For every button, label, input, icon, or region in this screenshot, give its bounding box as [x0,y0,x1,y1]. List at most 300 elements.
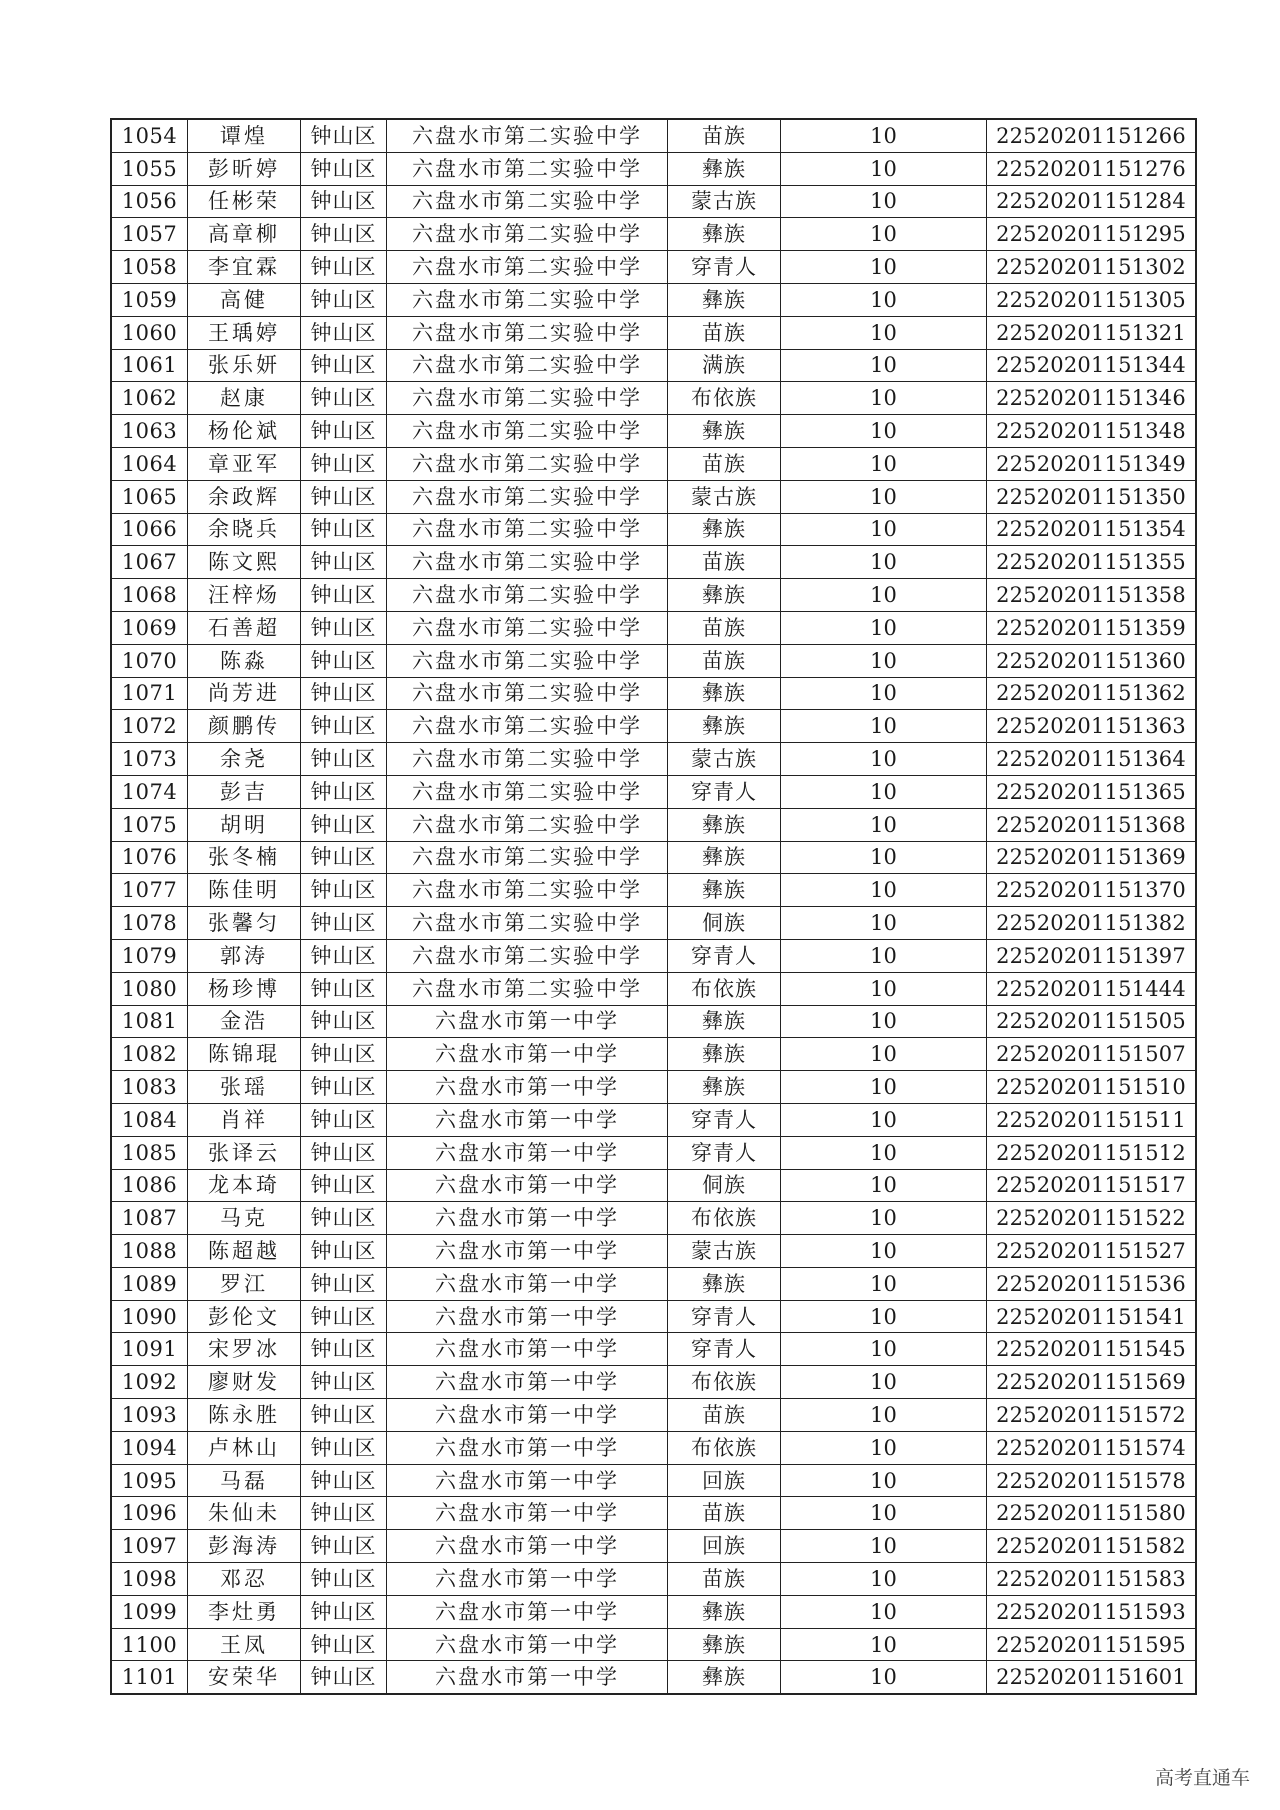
student-name-cell: 陈超越 [188,1235,301,1268]
candidate-id-cell: 22520201151569 [987,1366,1197,1399]
student-name-cell: 张译云 [188,1136,301,1169]
bonus-points-cell: 10 [781,775,987,808]
table-row [111,611,1196,644]
row-number-cell: 1057 [111,218,188,251]
ethnicity-cell: 彝族 [668,841,781,874]
bonus-points-cell: 10 [781,1399,987,1432]
row-number-cell: 1097 [111,1530,188,1563]
bonus-points-cell: 10 [781,1464,987,1497]
school-name-cell: 六盘水市第一中学 [387,1005,668,1038]
student-list-table [110,118,1197,1695]
row-number-cell: 1055 [111,152,188,185]
school-name-cell: 六盘水市第二实验中学 [387,579,668,612]
school-name-cell: 六盘水市第二实验中学 [387,972,668,1005]
table-row [111,874,1196,907]
ethnicity-cell: 彝族 [668,808,781,841]
bonus-points-cell: 10 [781,1595,987,1628]
ethnicity-cell: 布依族 [668,1202,781,1235]
row-number-cell: 1076 [111,841,188,874]
table-row [111,119,1196,152]
ethnicity-cell: 彝族 [668,152,781,185]
bonus-points-cell: 10 [781,1202,987,1235]
row-number-cell: 1089 [111,1267,188,1300]
school-name-cell: 六盘水市第二实验中学 [387,874,668,907]
candidate-id-cell: 22520201151305 [987,283,1197,316]
ethnicity-cell: 穿青人 [668,1136,781,1169]
table-row [111,1366,1196,1399]
ethnicity-cell: 彝族 [668,1071,781,1104]
ethnicity-cell: 彝族 [668,677,781,710]
student-name-cell: 赵康 [188,382,301,415]
row-number-cell: 1063 [111,415,188,448]
school-name-cell: 六盘水市第二实验中学 [387,611,668,644]
school-name-cell: 六盘水市第一中学 [387,1431,668,1464]
table-row [111,546,1196,579]
row-number-cell: 1058 [111,251,188,284]
school-name-cell: 六盘水市第一中学 [387,1595,668,1628]
table-row [111,1563,1196,1596]
bonus-points-cell: 10 [781,251,987,284]
district-cell: 钟山区 [301,743,387,776]
school-name-cell: 六盘水市第一中学 [387,1300,668,1333]
district-cell: 钟山区 [301,1595,387,1628]
school-name-cell: 六盘水市第一中学 [387,1235,668,1268]
student-name-cell: 李灶勇 [188,1595,301,1628]
district-cell: 钟山区 [301,1628,387,1661]
bonus-points-cell: 10 [781,1661,987,1694]
candidate-id-cell: 22520201151344 [987,349,1197,382]
row-number-cell: 1093 [111,1399,188,1432]
table-row [111,1071,1196,1104]
bonus-points-cell: 10 [781,480,987,513]
candidate-id-cell: 22520201151321 [987,316,1197,349]
table-row [111,480,1196,513]
student-name-cell: 张乐妍 [188,349,301,382]
student-name-cell: 廖财发 [188,1366,301,1399]
district-cell: 钟山区 [301,1464,387,1497]
candidate-id-cell: 22520201151444 [987,972,1197,1005]
candidate-id-cell: 22520201151360 [987,644,1197,677]
district-cell: 钟山区 [301,283,387,316]
candidate-id-cell: 22520201151364 [987,743,1197,776]
ethnicity-cell: 苗族 [668,1399,781,1432]
row-number-cell: 1073 [111,743,188,776]
student-name-cell: 金浩 [188,1005,301,1038]
district-cell: 钟山区 [301,1071,387,1104]
table-row [111,1431,1196,1464]
bonus-points-cell: 10 [781,513,987,546]
district-cell: 钟山区 [301,1431,387,1464]
row-number-cell: 1062 [111,382,188,415]
ethnicity-cell: 彝族 [668,1595,781,1628]
table-row [111,579,1196,612]
student-name-cell: 陈文熙 [188,546,301,579]
district-cell: 钟山区 [301,382,387,415]
student-name-cell: 陈永胜 [188,1399,301,1432]
candidate-id-cell: 22520201151517 [987,1169,1197,1202]
student-name-cell: 余晓兵 [188,513,301,546]
row-number-cell: 1070 [111,644,188,677]
row-number-cell: 1056 [111,185,188,218]
district-cell: 钟山区 [301,1038,387,1071]
student-name-cell: 胡明 [188,808,301,841]
student-name-cell: 卢林山 [188,1431,301,1464]
student-name-cell: 陈锦琨 [188,1038,301,1071]
student-name-cell: 陈淼 [188,644,301,677]
student-name-cell: 陈佳明 [188,874,301,907]
district-cell: 钟山区 [301,1366,387,1399]
row-number-cell: 1094 [111,1431,188,1464]
ethnicity-cell: 彝族 [668,1038,781,1071]
candidate-id-cell: 22520201151355 [987,546,1197,579]
table-row [111,1202,1196,1235]
student-name-cell: 彭吉 [188,775,301,808]
district-cell: 钟山区 [301,611,387,644]
candidate-id-cell: 22520201151601 [987,1661,1197,1694]
ethnicity-cell: 彝族 [668,1267,781,1300]
bonus-points-cell: 10 [781,710,987,743]
student-name-cell: 彭昕婷 [188,152,301,185]
school-name-cell: 六盘水市第二实验中学 [387,513,668,546]
table-row [111,1169,1196,1202]
student-name-cell: 余政辉 [188,480,301,513]
table-row [111,972,1196,1005]
candidate-id-cell: 22520201151572 [987,1399,1197,1432]
student-name-cell: 肖祥 [188,1103,301,1136]
table-row [111,808,1196,841]
row-number-cell: 1096 [111,1497,188,1530]
ethnicity-cell: 穿青人 [668,1300,781,1333]
candidate-id-cell: 22520201151295 [987,218,1197,251]
school-name-cell: 六盘水市第一中学 [387,1136,668,1169]
student-name-cell: 彭海涛 [188,1530,301,1563]
ethnicity-cell: 满族 [668,349,781,382]
table-row [111,1038,1196,1071]
row-number-cell: 1065 [111,480,188,513]
ethnicity-cell: 彝族 [668,283,781,316]
table-row [111,1530,1196,1563]
district-cell: 钟山区 [301,874,387,907]
row-number-cell: 1068 [111,579,188,612]
student-name-cell: 尚芳进 [188,677,301,710]
bonus-points-cell: 10 [781,382,987,415]
row-number-cell: 1092 [111,1366,188,1399]
school-name-cell: 六盘水市第一中学 [387,1464,668,1497]
school-name-cell: 六盘水市第一中学 [387,1169,668,1202]
school-name-cell: 六盘水市第二实验中学 [387,841,668,874]
school-name-cell: 六盘水市第一中学 [387,1071,668,1104]
table-row [111,743,1196,776]
bonus-points-cell: 10 [781,1038,987,1071]
bonus-points-cell: 10 [781,546,987,579]
candidate-id-cell: 22520201151284 [987,185,1197,218]
district-cell: 钟山区 [301,939,387,972]
student-name-cell: 张馨匀 [188,907,301,940]
school-name-cell: 六盘水市第一中学 [387,1333,668,1366]
ethnicity-cell: 苗族 [668,1563,781,1596]
bonus-points-cell: 10 [781,415,987,448]
bonus-points-cell: 10 [781,1563,987,1596]
ethnicity-cell: 彝族 [668,579,781,612]
school-name-cell: 六盘水市第一中学 [387,1661,668,1694]
student-name-cell: 马磊 [188,1464,301,1497]
bonus-points-cell: 10 [781,1136,987,1169]
district-cell: 钟山区 [301,349,387,382]
candidate-id-cell: 22520201151541 [987,1300,1197,1333]
school-name-cell: 六盘水市第一中学 [387,1399,668,1432]
row-number-cell: 1091 [111,1333,188,1366]
school-name-cell: 六盘水市第二实验中学 [387,316,668,349]
row-number-cell: 1060 [111,316,188,349]
bonus-points-cell: 10 [781,808,987,841]
student-name-cell: 石善超 [188,611,301,644]
school-name-cell: 六盘水市第一中学 [387,1497,668,1530]
district-cell: 钟山区 [301,677,387,710]
bonus-points-cell: 10 [781,1005,987,1038]
bonus-points-cell: 10 [781,972,987,1005]
ethnicity-cell: 苗族 [668,1497,781,1530]
district-cell: 钟山区 [301,1300,387,1333]
school-name-cell: 六盘水市第二实验中学 [387,185,668,218]
table-row [111,1399,1196,1432]
district-cell: 钟山区 [301,316,387,349]
school-name-cell: 六盘水市第二实验中学 [387,251,668,284]
table-row [111,1136,1196,1169]
candidate-id-cell: 22520201151363 [987,710,1197,743]
bonus-points-cell: 10 [781,1333,987,1366]
row-number-cell: 1101 [111,1661,188,1694]
bonus-points-cell: 10 [781,447,987,480]
candidate-id-cell: 22520201151595 [987,1628,1197,1661]
school-name-cell: 六盘水市第二实验中学 [387,677,668,710]
candidate-id-cell: 22520201151580 [987,1497,1197,1530]
school-name-cell: 六盘水市第二实验中学 [387,546,668,579]
district-cell: 钟山区 [301,1399,387,1432]
school-name-cell: 六盘水市第一中学 [387,1103,668,1136]
row-number-cell: 1071 [111,677,188,710]
ethnicity-cell: 布依族 [668,1431,781,1464]
school-name-cell: 六盘水市第二实验中学 [387,644,668,677]
table-row [111,1628,1196,1661]
row-number-cell: 1088 [111,1235,188,1268]
candidate-id-cell: 22520201151365 [987,775,1197,808]
district-cell: 钟山区 [301,972,387,1005]
ethnicity-cell: 回族 [668,1530,781,1563]
row-number-cell: 1075 [111,808,188,841]
table-row [111,283,1196,316]
district-cell: 钟山区 [301,119,387,152]
district-cell: 钟山区 [301,546,387,579]
student-name-cell: 章亚军 [188,447,301,480]
candidate-id-cell: 22520201151362 [987,677,1197,710]
bonus-points-cell: 10 [781,1628,987,1661]
candidate-id-cell: 22520201151583 [987,1563,1197,1596]
student-name-cell: 张冬楠 [188,841,301,874]
ethnicity-cell: 侗族 [668,1169,781,1202]
ethnicity-cell: 穿青人 [668,1103,781,1136]
candidate-id-cell: 22520201151350 [987,480,1197,513]
ethnicity-cell: 布依族 [668,972,781,1005]
bonus-points-cell: 10 [781,907,987,940]
school-name-cell: 六盘水市第一中学 [387,1267,668,1300]
row-number-cell: 1095 [111,1464,188,1497]
bonus-points-cell: 10 [781,1300,987,1333]
student-name-cell: 宋罗冰 [188,1333,301,1366]
bonus-points-cell: 10 [781,349,987,382]
student-name-cell: 高健 [188,283,301,316]
row-number-cell: 1077 [111,874,188,907]
ethnicity-cell: 布依族 [668,382,781,415]
row-number-cell: 1067 [111,546,188,579]
row-number-cell: 1078 [111,907,188,940]
candidate-id-cell: 22520201151505 [987,1005,1197,1038]
district-cell: 钟山区 [301,1333,387,1366]
ethnicity-cell: 苗族 [668,447,781,480]
student-name-cell: 汪梓炀 [188,579,301,612]
school-name-cell: 六盘水市第一中学 [387,1530,668,1563]
candidate-id-cell: 22520201151276 [987,152,1197,185]
table-row [111,447,1196,480]
school-name-cell: 六盘水市第二实验中学 [387,775,668,808]
table-row [111,185,1196,218]
ethnicity-cell: 彝族 [668,1661,781,1694]
ethnicity-cell: 蒙古族 [668,185,781,218]
ethnicity-cell: 蒙古族 [668,480,781,513]
row-number-cell: 1064 [111,447,188,480]
student-name-cell: 张瑶 [188,1071,301,1104]
row-number-cell: 1098 [111,1563,188,1596]
student-name-cell: 朱仙未 [188,1497,301,1530]
student-name-cell: 余尧 [188,743,301,776]
student-name-cell: 安荣华 [188,1661,301,1694]
student-name-cell: 王瑀婷 [188,316,301,349]
school-name-cell: 六盘水市第一中学 [387,1628,668,1661]
student-name-cell: 马克 [188,1202,301,1235]
row-number-cell: 1086 [111,1169,188,1202]
district-cell: 钟山区 [301,841,387,874]
bonus-points-cell: 10 [781,644,987,677]
school-name-cell: 六盘水市第二实验中学 [387,349,668,382]
bonus-points-cell: 10 [781,316,987,349]
candidate-id-cell: 22520201151510 [987,1071,1197,1104]
bonus-points-cell: 10 [781,1169,987,1202]
student-name-cell: 颜鹏传 [188,710,301,743]
table-row [111,1005,1196,1038]
district-cell: 钟山区 [301,710,387,743]
district-cell: 钟山区 [301,480,387,513]
bonus-points-cell: 10 [781,874,987,907]
school-name-cell: 六盘水市第一中学 [387,1366,668,1399]
table-row [111,775,1196,808]
ethnicity-cell: 彝族 [668,874,781,907]
table-row [111,1464,1196,1497]
candidate-id-cell: 22520201151522 [987,1202,1197,1235]
row-number-cell: 1080 [111,972,188,1005]
candidate-id-cell: 22520201151354 [987,513,1197,546]
bonus-points-cell: 10 [781,611,987,644]
bonus-points-cell: 10 [781,841,987,874]
bonus-points-cell: 10 [781,119,987,152]
district-cell: 钟山区 [301,907,387,940]
student-name-cell: 郭涛 [188,939,301,972]
district-cell: 钟山区 [301,447,387,480]
bonus-points-cell: 10 [781,1431,987,1464]
bonus-points-cell: 10 [781,939,987,972]
school-name-cell: 六盘水市第一中学 [387,1038,668,1071]
row-number-cell: 1100 [111,1628,188,1661]
district-cell: 钟山区 [301,251,387,284]
ethnicity-cell: 苗族 [668,546,781,579]
ethnicity-cell: 蒙古族 [668,1235,781,1268]
district-cell: 钟山区 [301,513,387,546]
district-cell: 钟山区 [301,1235,387,1268]
table-row [111,710,1196,743]
district-cell: 钟山区 [301,1497,387,1530]
student-name-cell: 王凤 [188,1628,301,1661]
ethnicity-cell: 彝族 [668,415,781,448]
candidate-id-cell: 22520201151370 [987,874,1197,907]
table-row [111,1333,1196,1366]
candidate-id-cell: 22520201151266 [987,119,1197,152]
table-row [111,415,1196,448]
school-name-cell: 六盘水市第二实验中学 [387,415,668,448]
bonus-points-cell: 10 [781,743,987,776]
bonus-points-cell: 10 [781,1530,987,1563]
row-number-cell: 1099 [111,1595,188,1628]
ethnicity-cell: 苗族 [668,119,781,152]
student-name-cell: 李宜霖 [188,251,301,284]
table-row [111,513,1196,546]
table-row [111,1235,1196,1268]
candidate-id-cell: 22520201151582 [987,1530,1197,1563]
bonus-points-cell: 10 [781,152,987,185]
district-cell: 钟山区 [301,185,387,218]
table-row [111,907,1196,940]
district-cell: 钟山区 [301,1136,387,1169]
row-number-cell: 1090 [111,1300,188,1333]
district-cell: 钟山区 [301,1563,387,1596]
school-name-cell: 六盘水市第二实验中学 [387,283,668,316]
ethnicity-cell: 回族 [668,1464,781,1497]
school-name-cell: 六盘水市第二实验中学 [387,480,668,513]
district-cell: 钟山区 [301,1202,387,1235]
school-name-cell: 六盘水市第二实验中学 [387,119,668,152]
ethnicity-cell: 蒙古族 [668,743,781,776]
candidate-id-cell: 22520201151302 [987,251,1197,284]
candidate-id-cell: 22520201151349 [987,447,1197,480]
bonus-points-cell: 10 [781,1103,987,1136]
row-number-cell: 1084 [111,1103,188,1136]
table-row [111,316,1196,349]
ethnicity-cell: 彝族 [668,218,781,251]
row-number-cell: 1072 [111,710,188,743]
district-cell: 钟山区 [301,775,387,808]
candidate-id-cell: 22520201151593 [987,1595,1197,1628]
table-row [111,1661,1196,1694]
ethnicity-cell: 穿青人 [668,939,781,972]
student-name-cell: 邓忍 [188,1563,301,1596]
table-row [111,939,1196,972]
district-cell: 钟山区 [301,218,387,251]
candidate-id-cell: 22520201151574 [987,1431,1197,1464]
row-number-cell: 1081 [111,1005,188,1038]
student-name-cell: 杨珍博 [188,972,301,1005]
district-cell: 钟山区 [301,1661,387,1694]
row-number-cell: 1069 [111,611,188,644]
district-cell: 钟山区 [301,644,387,677]
school-name-cell: 六盘水市第二实验中学 [387,907,668,940]
candidate-id-cell: 22520201151348 [987,415,1197,448]
